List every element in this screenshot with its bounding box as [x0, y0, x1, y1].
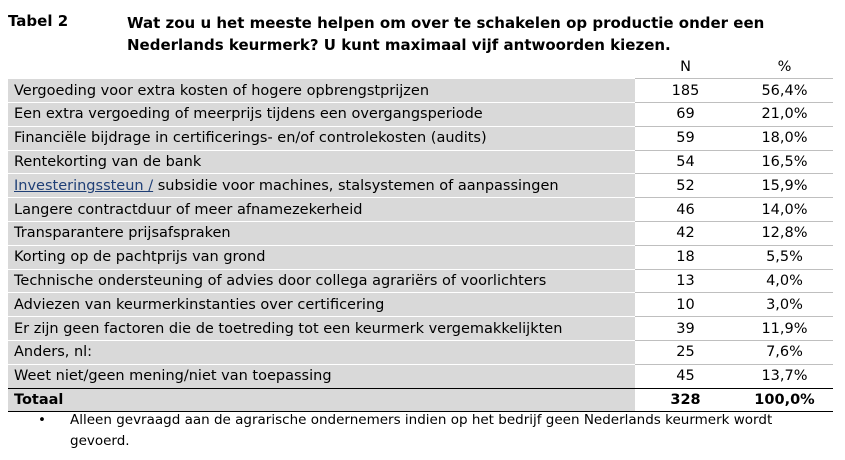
row-n: 45 — [635, 364, 736, 388]
row-n: 10 — [635, 293, 736, 317]
total-pct: 100,0% — [736, 388, 833, 412]
header-n: N — [680, 58, 691, 75]
bullet-icon: • — [38, 412, 46, 428]
row-pct: 18,0% — [736, 126, 833, 150]
row-description — [8, 150, 635, 174]
row-description — [8, 293, 635, 317]
results-table — [8, 55, 833, 412]
table-row — [8, 222, 833, 246]
row-n: 18 — [635, 245, 736, 269]
row-description-text: Er zijn geen factoren die de toetreding tot een keurmerk vergemakkelijkten — [14, 320, 563, 337]
row-pct: 15,9% — [736, 174, 833, 198]
row-description-text: Adviezen van keurmerkinstanties over certificering — [14, 296, 385, 313]
row-pct: 16,5% — [736, 150, 833, 174]
row-description — [8, 198, 635, 222]
row-pct: 14,0% — [736, 198, 833, 222]
row-pct: 4,0% — [736, 269, 833, 293]
table-row — [8, 293, 833, 317]
row-n: 46 — [635, 198, 736, 222]
row-pct: 5,5% — [736, 245, 833, 269]
row-description-text: Weet niet/geen mening/niet van toepassing — [14, 368, 332, 385]
row-description-text: Anders, nl: — [14, 344, 93, 361]
row-description-text: Technische ondersteuning of advies door collega agrariërs of voorlichters — [14, 273, 547, 290]
row-pct: 21,0% — [736, 103, 833, 127]
header-row — [8, 55, 833, 79]
table-row — [8, 245, 833, 269]
table-row — [8, 103, 833, 127]
row-n: 52 — [635, 174, 736, 198]
row-description — [8, 317, 635, 341]
table-row — [8, 364, 833, 388]
table-row — [8, 79, 833, 103]
row-description-text: Vergoeding voor extra kosten of hogere opbrengstprijzen — [14, 82, 430, 99]
row-pct: 56,4% — [736, 79, 833, 103]
row-n: 42 — [635, 222, 736, 246]
row-description-text: subsidie voor machines, stalsystemen of aanpassingen — [153, 177, 559, 194]
table-label: Tabel 2 — [8, 12, 69, 30]
row-description-text: Rentekorting van de bank — [14, 154, 202, 171]
row-pct: 3,0% — [736, 293, 833, 317]
total-label: Totaal — [8, 388, 635, 412]
row-description — [8, 245, 635, 269]
header-blank — [8, 55, 635, 79]
row-description — [8, 222, 635, 246]
table-row — [8, 198, 833, 222]
table-row — [8, 269, 833, 293]
row-n: 185 — [635, 79, 736, 103]
row-description — [8, 174, 635, 198]
table-row — [8, 341, 833, 365]
total-row — [8, 388, 833, 412]
row-description — [8, 126, 635, 150]
row-n: 54 — [635, 150, 736, 174]
row-description — [8, 269, 635, 293]
header-pct: % — [777, 58, 792, 75]
table-row — [8, 150, 833, 174]
row-description — [8, 341, 635, 365]
footnote — [38, 410, 798, 452]
row-description — [8, 364, 635, 388]
row-pct: 13,7% — [736, 364, 833, 388]
row-pct: 7,6% — [736, 341, 833, 365]
row-n: 59 — [635, 126, 736, 150]
row-description-text: Een extra vergoeding of meerprijs tijdens een overgangsperiode — [14, 106, 483, 123]
row-n: 25 — [635, 341, 736, 365]
row-n: 39 — [635, 317, 736, 341]
table-row — [8, 126, 833, 150]
total-n: 328 — [635, 388, 736, 412]
row-description-text: Transparantere prijsafspraken — [14, 225, 231, 242]
row-link[interactable]: Investeringssteun / — [14, 177, 154, 194]
row-pct: 12,8% — [736, 222, 833, 246]
row-n: 13 — [635, 269, 736, 293]
row-pct: 11,9% — [736, 317, 833, 341]
table-title: Wat zou u het meeste helpen om over te schakelen op productie onder een Nederlands keurmerk? U kunt maximaal vijf antwoorden kiezen. — [127, 14, 765, 54]
row-description — [8, 79, 635, 103]
row-n: 69 — [635, 103, 736, 127]
table-row — [8, 174, 833, 198]
row-description-text: Langere contractduur of meer afnamezekerheid — [14, 201, 363, 218]
row-description-text: Korting op de pachtprijs van grond — [14, 249, 266, 266]
row-description — [8, 103, 635, 127]
footnote-text: Alleen gevraagd aan de agrarische ondernemers indien op het bedrijf geen Nederlands keurmerk wordt gevoerd. — [70, 412, 773, 449]
table-row — [8, 317, 833, 341]
row-description-text: Financiële bijdrage in certificerings- en/of controlekosten (audits) — [14, 130, 487, 147]
